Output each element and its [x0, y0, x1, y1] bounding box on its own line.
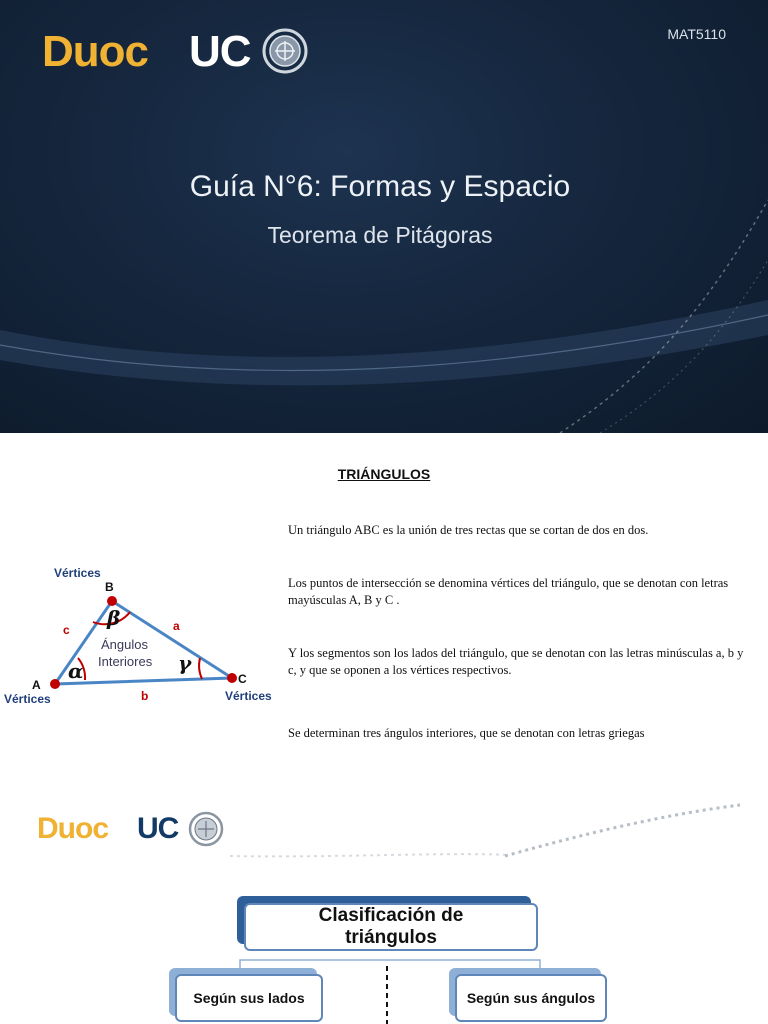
angle-gamma-symbol: γ: [178, 651, 192, 675]
paragraph-definition: Un triángulo ABC es la unión de tres rectas que se cortan de dos en dos.: [288, 523, 649, 537]
cover-title: Guía N°6: Formas y Espacio: [189, 170, 571, 203]
interior-angles-line1: Ángulos: [101, 637, 148, 652]
duoc-logo-word-small: Duoc: [37, 812, 108, 845]
course-code: MAT5110: [667, 26, 726, 42]
cover-subtitle: Teorema de Pitágoras: [267, 222, 493, 248]
section-title: TRIÁNGULOS: [337, 466, 431, 482]
paragraph-angles: Se determinan tres ángulos interiores, que se denotan con letras griegas: [288, 726, 645, 740]
uc-logo-word: UC: [189, 27, 251, 76]
by-sides-box: Según sus lados: [175, 974, 323, 1022]
uc-logo-word-small: UC: [137, 812, 179, 845]
vertices-label-left: Vértices: [4, 692, 51, 706]
paragraph-sides: Y los segmentos son los lados del triángulo, que se denotan con las letras minúsculas a, b y c, y que se oponen a los vértices respectivos.: [288, 646, 744, 677]
vertices-label-top: Vértices: [54, 566, 101, 580]
side-c-label: c: [63, 623, 70, 637]
by-angles-box: Según sus ángulos: [455, 974, 607, 1022]
classification-title-box: [244, 903, 538, 951]
classification-title-line1: Clasificación de: [318, 905, 464, 926]
vertices-label-right: Vértices: [225, 689, 272, 703]
angle-beta-symbol: β: [107, 606, 121, 630]
vertex-a-label: A: [32, 678, 41, 692]
side-a-label: a: [173, 619, 180, 633]
vertex-b-label: B: [105, 580, 114, 594]
angle-alpha-symbol: α: [68, 659, 84, 683]
vertex-c-label: C: [238, 672, 247, 686]
interior-angles-line2: Interiores: [98, 654, 153, 669]
classification-title-line2: triángulos: [345, 927, 437, 948]
duoc-logo-word: Duoc: [42, 27, 148, 76]
side-b-label: b: [141, 689, 149, 703]
paragraph-vertices: Los puntos de intersección se denomina vértices del triángulo, que se denotan con letras mayúsculas A, B y C .: [288, 576, 729, 607]
